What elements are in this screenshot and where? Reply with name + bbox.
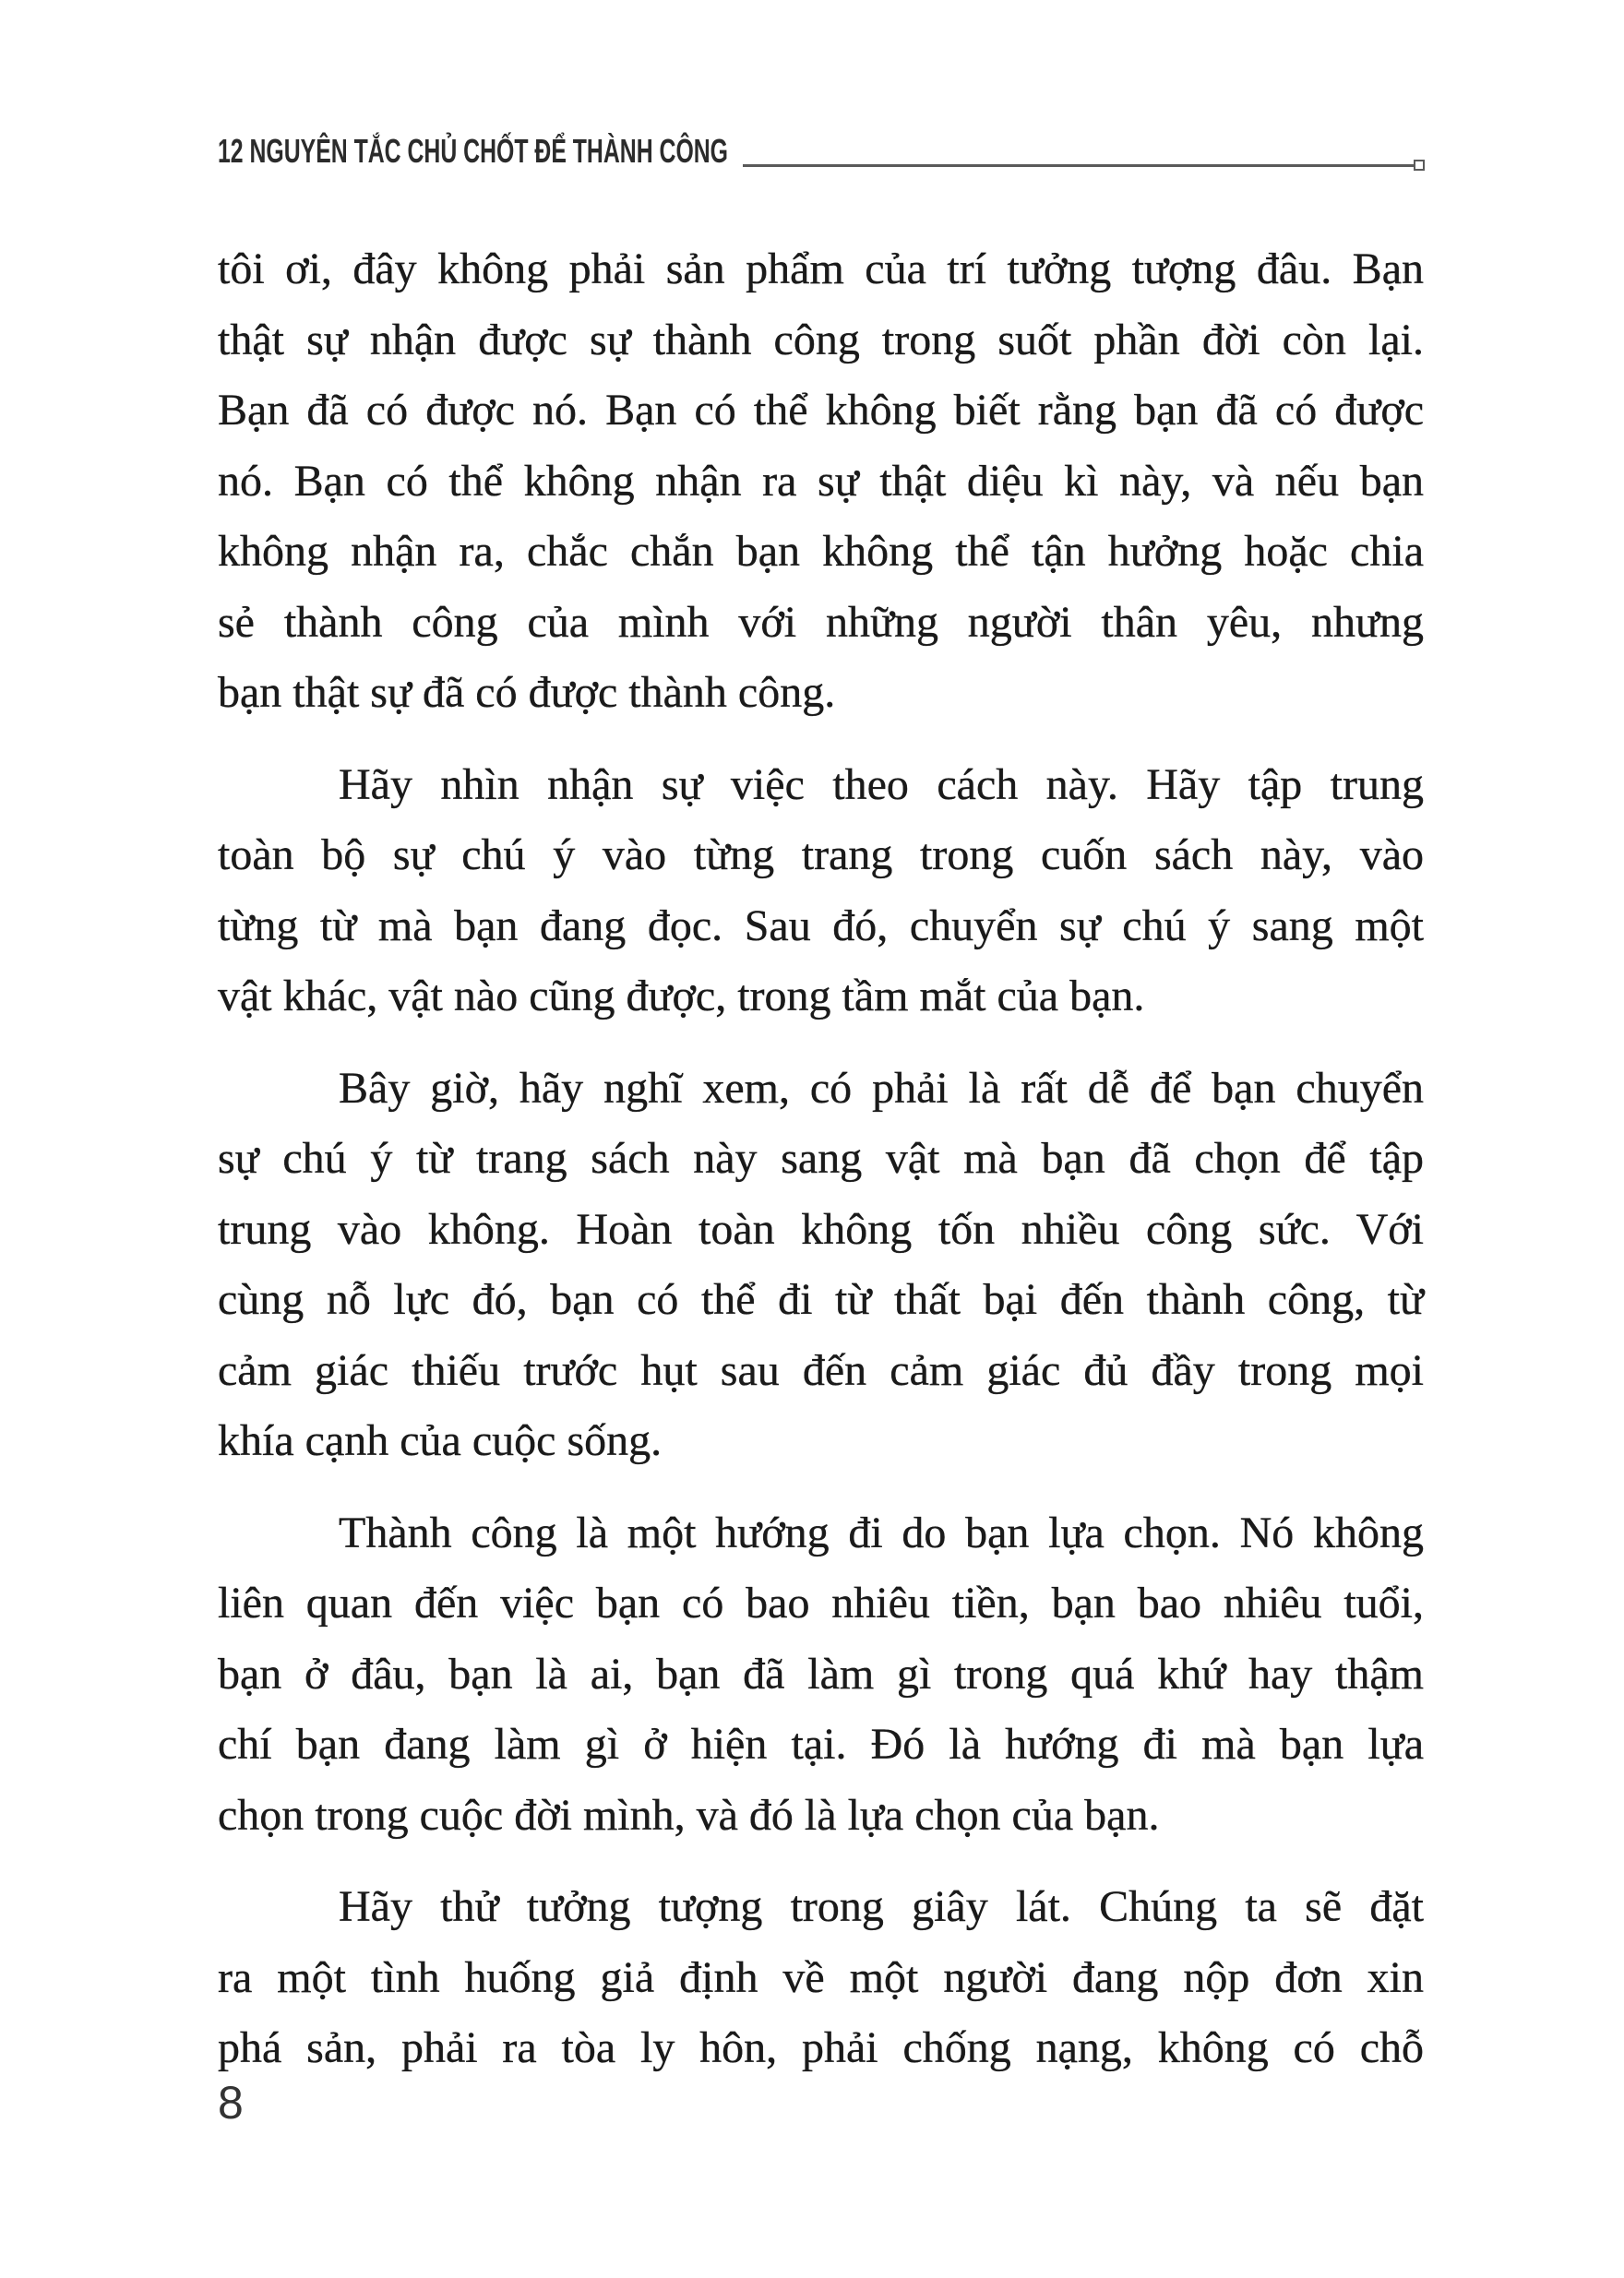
text-line: cảm giác thiếu trước hụt sau đến cảm giác đủ đầy trong mọi bbox=[218, 1345, 1424, 1395]
text-line: toàn bộ sự chú ý vào từng trang trong cuốn sách này, vào bbox=[218, 830, 1424, 879]
paragraph bbox=[218, 1872, 1424, 2084]
text-line: Hãy thử tưởng tượng trong giây lát. Chúng ta sẽ đặt bbox=[339, 1882, 1424, 1931]
text-line: Bạn đã có được nó. Bạn có thể không biết rằng bạn đã có được bbox=[218, 386, 1424, 435]
paragraph bbox=[218, 750, 1424, 1032]
text-line: Hãy nhìn nhận sự việc theo cách này. Hãy tập trung bbox=[339, 759, 1424, 809]
text-line: nó. Bạn có thể không nhận ra sự thật diệu kì này, và nếu bạn bbox=[218, 456, 1424, 506]
text-line: trung vào không. Hoàn toàn không tốn nhiều công sức. Với bbox=[218, 1204, 1424, 1254]
header-rule-end-mark bbox=[1414, 160, 1425, 171]
body-text bbox=[218, 234, 1424, 2084]
text-line: sự chú ý từ trang sách này sang vật mà bạn đã chọn để tập bbox=[218, 1134, 1424, 1183]
paragraph bbox=[218, 1498, 1424, 1852]
text-line: bạn ở đâu, bạn là ai, bạn đã làm gì trong quá khứ hay thậm bbox=[218, 1649, 1424, 1699]
text-line: bạn thật sự đã có được thành công. bbox=[218, 668, 836, 717]
text-line: khía cạnh của cuộc sống. bbox=[218, 1416, 663, 1465]
text-line: Thành công là một hướng đi do bạn lựa chọn. Nó không bbox=[339, 1508, 1424, 1557]
text-line: thật sự nhận được sự thành công trong suốt phần đời còn lại. bbox=[218, 315, 1424, 364]
text-line: vật khác, vật nào cũng được, trong tầm mắt của bạn. bbox=[218, 972, 1145, 1020]
page-number: 8 bbox=[218, 2077, 244, 2129]
text-line: từng từ mà bạn đang đọc. Sau đó, chuyển sự chú ý sang một bbox=[218, 900, 1424, 950]
text-line: chí bạn đang làm gì ở hiện tại. Đó là hướng đi mà bạn lựa bbox=[218, 1720, 1424, 1769]
text-line: sẻ thành công của mình với những người thân yêu, nhưng bbox=[218, 597, 1424, 647]
text-line: tôi ơi, đây không phải sản phẩm của trí tưởng tượng đâu. Bạn bbox=[218, 244, 1424, 293]
paragraph bbox=[218, 234, 1424, 729]
text-line: phá sản, phải ra tòa ly hôn, phải chống nạng, không có chỗ bbox=[218, 2023, 1424, 2072]
header-rule bbox=[743, 164, 1414, 167]
text-line: chọn trong cuộc đời mình, và đó là lựa chọn của bạn. bbox=[218, 1790, 1160, 1840]
text-line: không nhận ra, chắc chắn bạn không thể tận hưởng hoặc chia bbox=[218, 527, 1424, 576]
paragraph bbox=[218, 1054, 1424, 1477]
text-line: ra một tình huống giả định về một người đang nộp đơn xin bbox=[218, 1952, 1424, 2002]
running-title: 12 NGUYÊN TẮC CHỦ CHỐT ĐỂ THÀNH CÔNG bbox=[218, 132, 728, 170]
text-line: liên quan đến việc bạn có bao nhiêu tiền, bạn bao nhiêu tuổi, bbox=[218, 1579, 1424, 1628]
text-line: cùng nỗ lực đó, bạn có thể đi từ thất bại đến thành công, từ bbox=[218, 1275, 1424, 1324]
text-line: Bây giờ, hãy nghĩ xem, có phải là rất dễ để bạn chuyển bbox=[339, 1063, 1424, 1113]
